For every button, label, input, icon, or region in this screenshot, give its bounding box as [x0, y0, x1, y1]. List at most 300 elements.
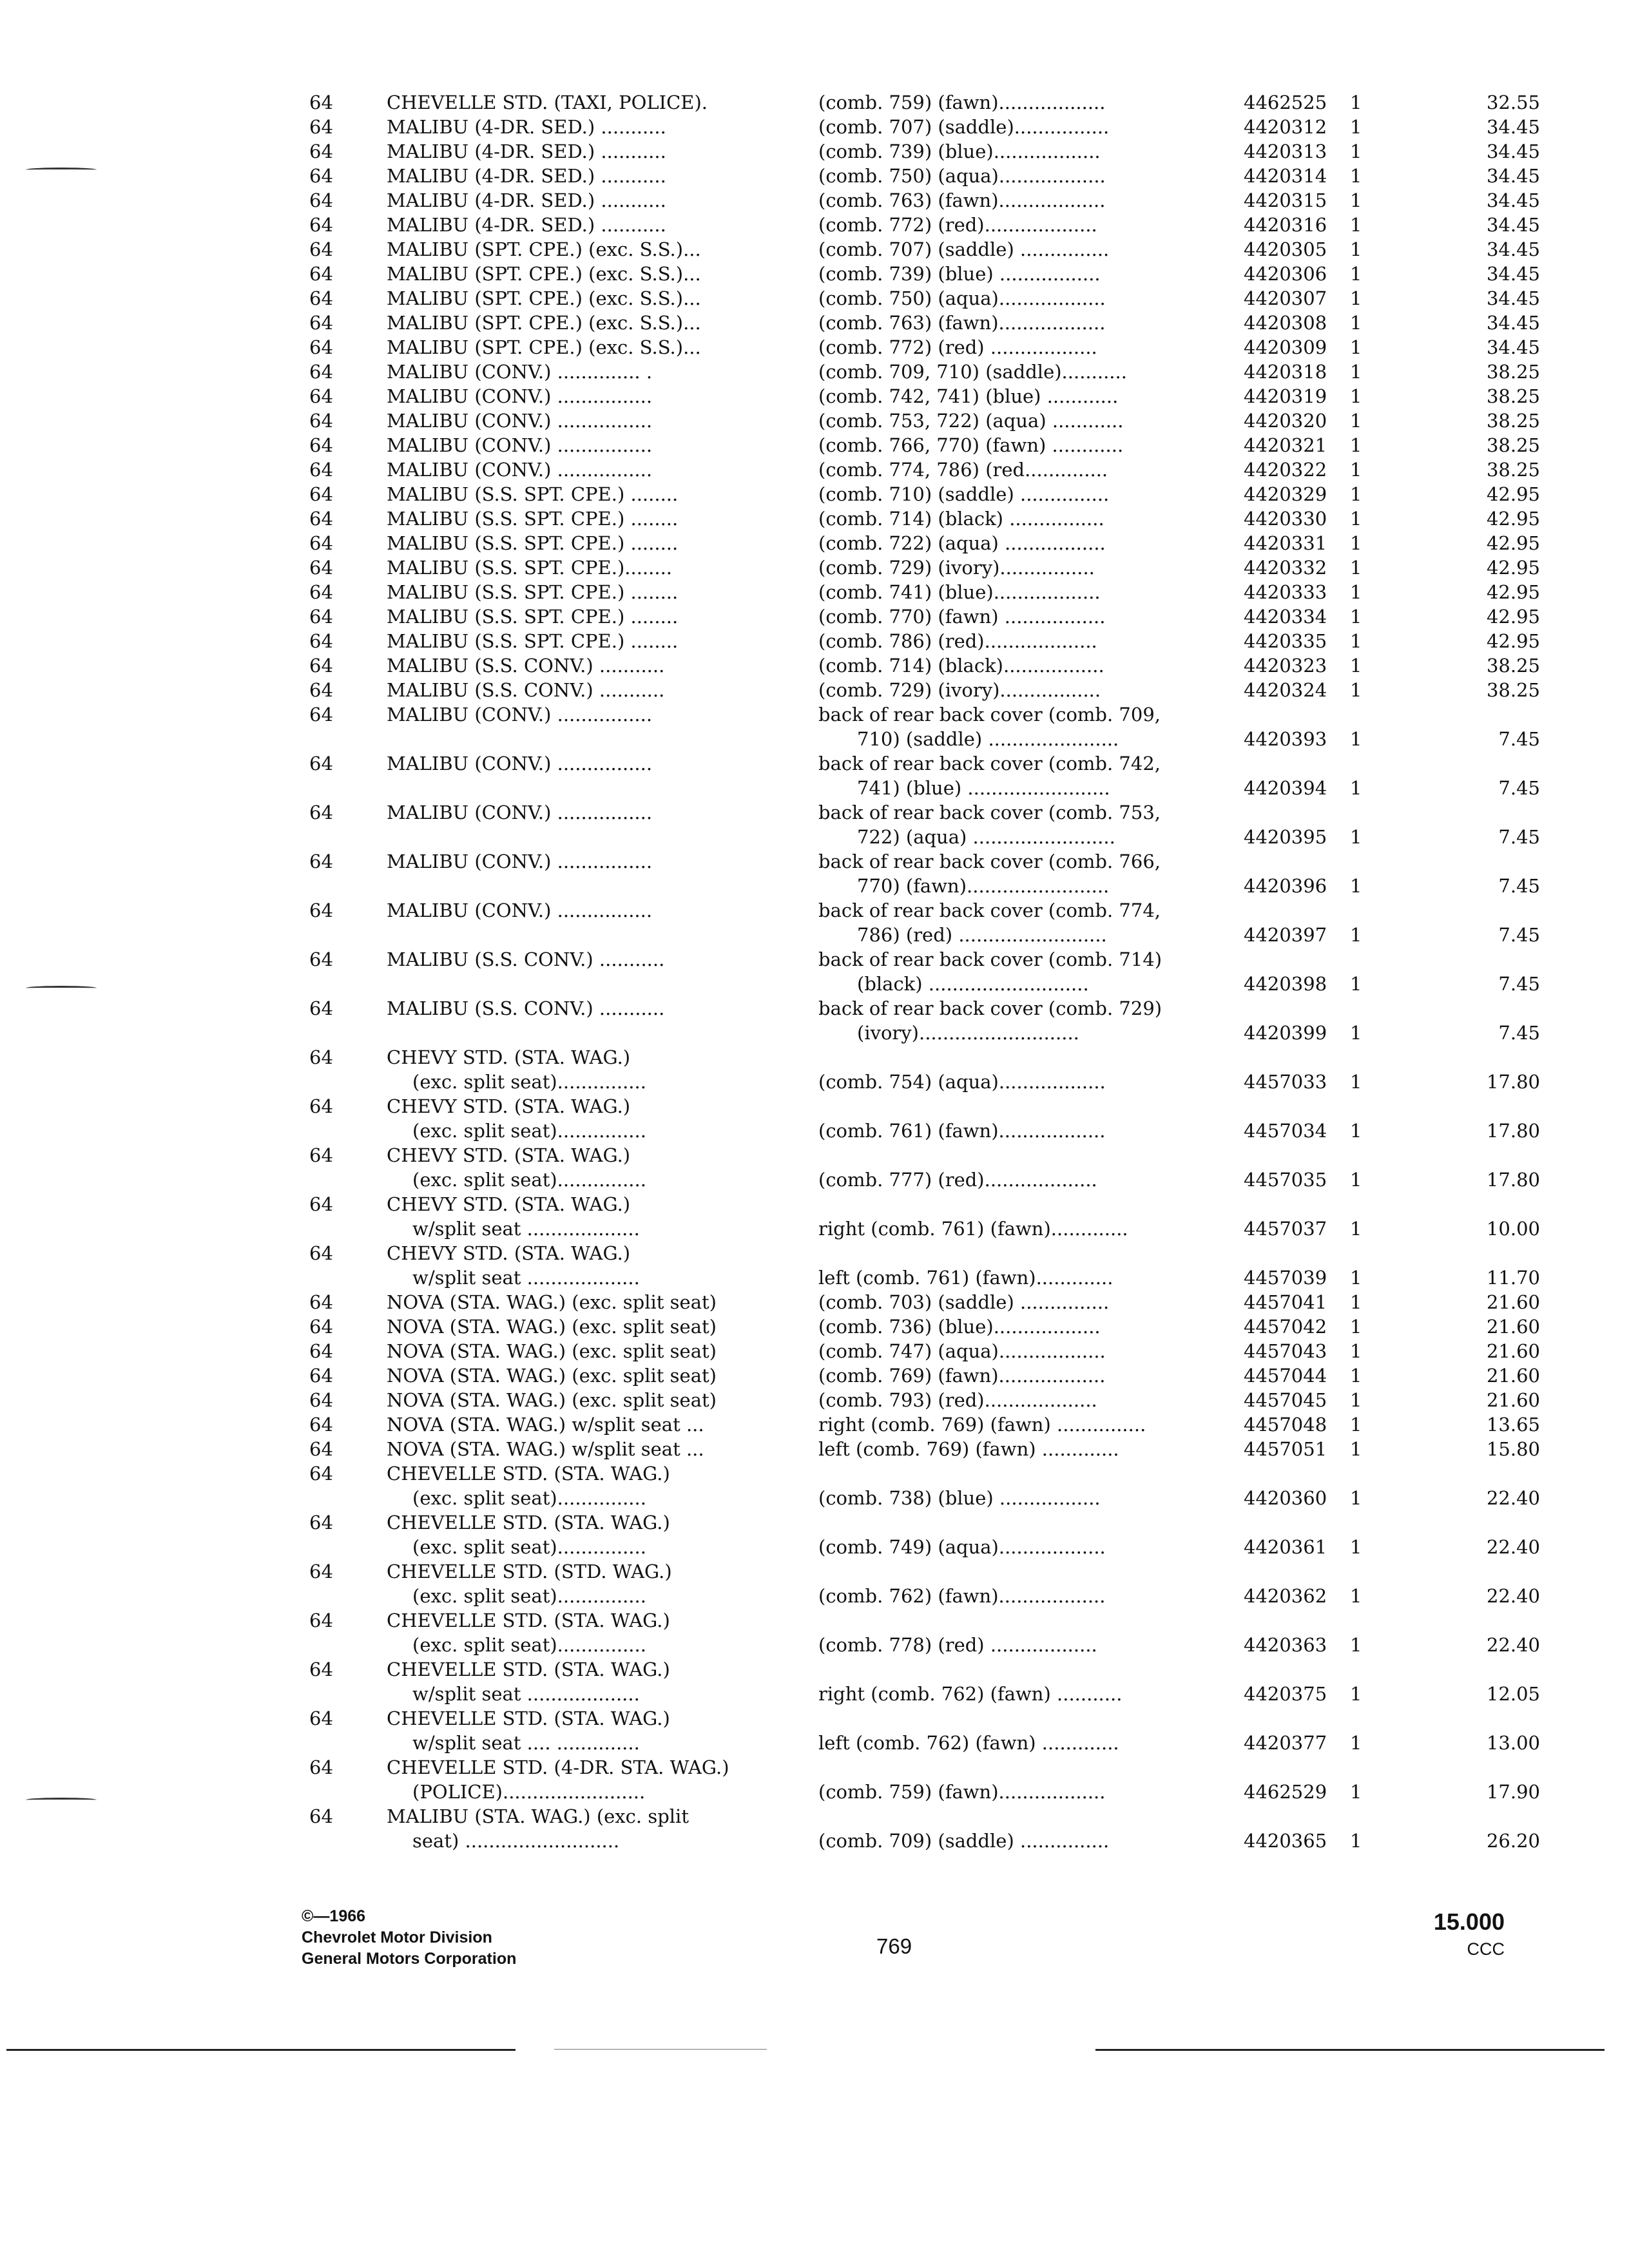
price: 42.95: [1486, 581, 1540, 603]
part-number: 4457048: [1244, 1414, 1327, 1436]
model-year: 64: [309, 1512, 333, 1533]
model-qualifier: seat) ..........................: [412, 1830, 620, 1852]
description: (comb. 710) (saddle) ...............: [818, 483, 1110, 505]
model-name: MALIBU (CONV.) ................: [387, 802, 653, 823]
quantity: 1: [1350, 459, 1362, 481]
model-name: CHEVELLE STD. (STA. WAG.): [387, 1512, 670, 1533]
model-name: MALIBU (SPT. CPE.) (exc. S.S.)...: [387, 336, 701, 358]
model-year: 64: [309, 336, 333, 358]
model-year: 64: [309, 557, 333, 579]
part-number: 4420318: [1244, 361, 1327, 383]
model-cell: [387, 286, 735, 311]
table-row: [303, 580, 1540, 604]
description: (comb. 761) (fawn)..................: [818, 1120, 1106, 1142]
quantity: 1: [1350, 1022, 1362, 1044]
table-row: [303, 213, 1540, 237]
quantity: 1: [1350, 189, 1362, 211]
price: 21.60: [1486, 1291, 1540, 1313]
price: 34.45: [1486, 116, 1540, 138]
quantity: 1: [1350, 1585, 1362, 1607]
description-continued: 786) (red) .........................: [857, 924, 1107, 946]
description: (comb. 707) (saddle)................: [818, 116, 1110, 138]
description-cell: [818, 335, 1199, 360]
model-qualifier: (exc. split seat)...............: [412, 1536, 646, 1558]
description-cell: [818, 1437, 1199, 1461]
model-name: MALIBU (SPT. CPE.) (exc. S.S.)...: [387, 263, 701, 285]
table-row: [303, 1706, 1540, 1755]
quantity: 1: [1350, 312, 1362, 334]
description: (comb. 729) (ivory).................: [818, 679, 1101, 701]
quantity: 1: [1350, 1169, 1362, 1191]
part-number: 4420334: [1244, 606, 1327, 628]
description-cell: [818, 115, 1199, 139]
quantity: 1: [1350, 1340, 1362, 1362]
model-cell: [387, 629, 735, 653]
part-number: 4457033: [1244, 1071, 1327, 1093]
model-cell: [387, 1290, 735, 1314]
part-number: 4420307: [1244, 287, 1327, 309]
model-name: MALIBU (4-DR. SED.) ...........: [387, 116, 666, 138]
parts-list: [303, 90, 1540, 1853]
description-cell: [818, 262, 1199, 286]
quantity: 1: [1350, 973, 1362, 995]
price: 7.45: [1498, 777, 1540, 799]
price: 32.55: [1486, 91, 1540, 113]
part-number: 4420363: [1244, 1634, 1327, 1656]
model-qualifier: w/split seat ...................: [412, 1267, 640, 1289]
table-row: [303, 1755, 1540, 1804]
description: (comb. 772) (red) ..................: [818, 336, 1097, 358]
quantity: 1: [1350, 728, 1362, 750]
part-number: 4420332: [1244, 557, 1327, 579]
part-number: 4420315: [1244, 189, 1327, 211]
quantity: 1: [1350, 336, 1362, 358]
model-cell: [387, 1804, 735, 1853]
quantity: 1: [1350, 1414, 1362, 1436]
part-number: 4420313: [1244, 140, 1327, 162]
description: (comb. 793) (red)...................: [818, 1389, 1097, 1411]
price: 21.60: [1486, 1389, 1540, 1411]
model-name: MALIBU (CONV.) ................: [387, 459, 653, 481]
description: (comb. 750) (aqua)..................: [818, 165, 1106, 187]
model-name: MALIBU (CONV.) .............. .: [387, 361, 653, 383]
price: 34.45: [1486, 140, 1540, 162]
description: (comb. 722) (aqua) .................: [818, 532, 1106, 554]
description: (comb. 759) (fawn)..................: [818, 1781, 1106, 1803]
description: (comb. 753, 722) (aqua) ............: [818, 410, 1124, 432]
model-qualifier: (exc. split seat)...............: [412, 1071, 646, 1093]
part-number: 4420305: [1244, 238, 1327, 260]
part-number: 4457043: [1244, 1340, 1327, 1362]
description-cell: [818, 213, 1199, 237]
price: 17.90: [1486, 1781, 1540, 1803]
quantity: 1: [1350, 238, 1362, 260]
part-number: 4462525: [1244, 91, 1327, 113]
model-year: 64: [309, 1291, 333, 1313]
model-name: MALIBU (CONV.) ................: [387, 850, 653, 872]
description-continued: (black) ...........................: [857, 973, 1089, 995]
quantity: 1: [1350, 875, 1362, 897]
model-name: MALIBU (SPT. CPE.) (exc. S.S.)...: [387, 238, 701, 260]
model-year: 64: [309, 899, 333, 921]
model-cell: [387, 1192, 735, 1241]
part-number: 4420377: [1244, 1732, 1327, 1754]
description-cell: [818, 1094, 1199, 1143]
model-cell: [387, 311, 735, 335]
description: (comb. 778) (red) ..................: [818, 1634, 1097, 1656]
price: 38.25: [1486, 679, 1540, 701]
price: 7.45: [1498, 973, 1540, 995]
part-number: 4420316: [1244, 214, 1327, 236]
part-number: 4420335: [1244, 630, 1327, 652]
model-cell: [387, 457, 735, 482]
description-cell: [818, 457, 1199, 482]
description-cell: [818, 604, 1199, 629]
quantity: 1: [1350, 826, 1362, 848]
model-year: 64: [309, 238, 333, 260]
model-cell: [387, 996, 735, 1021]
table-row: [303, 408, 1540, 433]
description-cell: [818, 360, 1199, 384]
model-name: NOVA (STA. WAG.) (exc. split seat): [387, 1316, 717, 1338]
description: (comb. 739) (blue)..................: [818, 140, 1101, 162]
quantity: 1: [1350, 165, 1362, 187]
description-cell: [818, 1290, 1199, 1314]
model-name: MALIBU (4-DR. SED.) ...........: [387, 140, 666, 162]
model-cell: [387, 1045, 735, 1094]
description: (comb. 762) (fawn)..................: [818, 1585, 1106, 1607]
quantity: 1: [1350, 1218, 1362, 1240]
part-number: 4420399: [1244, 1022, 1327, 1044]
model-year: 64: [309, 189, 333, 211]
model-name: MALIBU (S.S. SPT. CPE.) ........: [387, 630, 679, 652]
quantity: 1: [1350, 924, 1362, 946]
model-name: MALIBU (STA. WAG.) (exc. split: [387, 1805, 689, 1827]
table-row: [303, 849, 1540, 898]
part-number: 4420375: [1244, 1683, 1327, 1705]
table-row: [303, 629, 1540, 653]
model-year: 64: [309, 1463, 333, 1485]
description-cell: [818, 555, 1199, 580]
quantity: 1: [1350, 1120, 1362, 1142]
model-cell: [387, 1510, 735, 1559]
price: 42.95: [1486, 557, 1540, 579]
description-cell: [818, 1804, 1199, 1853]
model-cell: [387, 213, 735, 237]
description-cell: [818, 408, 1199, 433]
description: (comb. 772) (red)...................: [818, 214, 1097, 236]
model-name: MALIBU (S.S. SPT. CPE.) ........: [387, 532, 679, 554]
model-name: MALIBU (CONV.) ................: [387, 434, 653, 456]
description: left (comb. 761) (fawn).............: [818, 1267, 1113, 1289]
quantity: 1: [1350, 655, 1362, 677]
description: (comb. 707) (saddle) ...............: [818, 238, 1110, 260]
description-continued: 741) (blue) ........................: [857, 777, 1110, 799]
price: 34.45: [1486, 336, 1540, 358]
price: 11.70: [1486, 1267, 1540, 1289]
model-name: MALIBU (S.S. SPT. CPE.)........: [387, 557, 673, 579]
part-number: 4420333: [1244, 581, 1327, 603]
description-cell: [818, 1143, 1199, 1192]
binding-mark: [26, 1798, 97, 1802]
model-year: 64: [309, 1658, 333, 1680]
price: 17.80: [1486, 1169, 1540, 1191]
description-cell: [818, 1412, 1199, 1437]
price: 17.80: [1486, 1071, 1540, 1093]
price: 34.45: [1486, 263, 1540, 285]
description-cell: [818, 1192, 1199, 1241]
model-year: 64: [309, 606, 333, 628]
table-row: [303, 360, 1540, 384]
model-cell: [387, 947, 735, 972]
price: 21.60: [1486, 1316, 1540, 1338]
model-year: 64: [309, 1242, 333, 1264]
model-year: 64: [309, 1805, 333, 1827]
model-cell: [387, 1094, 735, 1143]
table-row: [303, 1510, 1540, 1559]
model-cell: [387, 1412, 735, 1437]
part-number: 4420361: [1244, 1536, 1327, 1558]
description: (comb. 759) (fawn)..................: [818, 91, 1106, 113]
quantity: 1: [1350, 1438, 1362, 1460]
part-number: 4457034: [1244, 1120, 1327, 1142]
model-cell: [387, 164, 735, 188]
description-cell: [818, 653, 1199, 678]
table-row: [303, 384, 1540, 408]
price: 42.95: [1486, 606, 1540, 628]
section-code: CCC: [1467, 1939, 1505, 1959]
table-row: [303, 1314, 1540, 1339]
part-number: 4457051: [1244, 1438, 1327, 1460]
part-number: 4420321: [1244, 434, 1327, 456]
description-cell: [818, 237, 1199, 262]
model-name: CHEVY STD. (STA. WAG.): [387, 1095, 631, 1117]
table-row: [303, 996, 1540, 1045]
table-row: [303, 1339, 1540, 1363]
table-row: [303, 555, 1540, 580]
description: (comb. 703) (saddle) ...............: [818, 1291, 1110, 1313]
quantity: 1: [1350, 385, 1362, 407]
description: (comb. 714) (black) ................: [818, 508, 1104, 530]
price: 42.95: [1486, 532, 1540, 554]
part-number: 4420314: [1244, 165, 1327, 187]
description-cell: [818, 947, 1199, 996]
model-cell: [387, 1706, 735, 1755]
price: 38.25: [1486, 410, 1540, 432]
description-cell: [818, 1461, 1199, 1510]
quantity: 1: [1350, 606, 1362, 628]
quantity: 1: [1350, 557, 1362, 579]
model-cell: [387, 335, 735, 360]
section-number: 15.000: [1433, 1908, 1505, 1935]
description: right (comb. 761) (fawn).............: [818, 1218, 1128, 1240]
description-cell: [818, 139, 1199, 164]
description: right (comb. 769) (fawn) ...............: [818, 1414, 1146, 1436]
description: left (comb. 762) (fawn) .............: [818, 1732, 1119, 1754]
description: (comb. 766, 770) (fawn) ............: [818, 434, 1124, 456]
model-cell: [387, 702, 735, 727]
model-name: NOVA (STA. WAG.) (exc. split seat): [387, 1389, 717, 1411]
part-number: 4457037: [1244, 1218, 1327, 1240]
model-cell: [387, 384, 735, 408]
description: (comb. 742, 741) (blue) ............: [818, 385, 1119, 407]
model-cell: [387, 1363, 735, 1388]
price: 34.45: [1486, 238, 1540, 260]
table-row: [303, 800, 1540, 849]
model-year: 64: [309, 1561, 333, 1582]
model-cell: [387, 482, 735, 506]
table-row: [303, 678, 1540, 702]
price: 34.45: [1486, 287, 1540, 309]
model-cell: [387, 433, 735, 457]
table-row: [303, 898, 1540, 947]
table-row: [303, 115, 1540, 139]
quantity: 1: [1350, 777, 1362, 799]
model-name: MALIBU (CONV.) ................: [387, 704, 653, 726]
model-qualifier: (exc. split seat)...............: [412, 1120, 646, 1142]
description-cell: [818, 678, 1199, 702]
description-cell: [818, 849, 1199, 898]
description-cell: [818, 286, 1199, 311]
model-year: 64: [309, 1365, 333, 1387]
description-cell: [818, 164, 1199, 188]
price: 38.25: [1486, 385, 1540, 407]
model-qualifier: (exc. split seat)...............: [412, 1169, 646, 1191]
table-row: [303, 1094, 1540, 1143]
model-cell: [387, 1657, 735, 1706]
price: 15.80: [1486, 1438, 1540, 1460]
model-name: MALIBU (S.S. SPT. CPE.) ........: [387, 581, 679, 603]
quantity: 1: [1350, 483, 1362, 505]
description: left (comb. 769) (fawn) .............: [818, 1438, 1119, 1460]
description-cell: [818, 482, 1199, 506]
model-qualifier: (POLICE)........................: [412, 1781, 646, 1803]
model-cell: [387, 237, 735, 262]
price: 34.45: [1486, 165, 1540, 187]
model-year: 64: [309, 263, 333, 285]
model-year: 64: [309, 704, 333, 726]
quantity: 1: [1350, 410, 1362, 432]
description: (comb. 750) (aqua)..................: [818, 287, 1106, 309]
part-number: 4420397: [1244, 924, 1327, 946]
description-continued: 710) (saddle) ......................: [857, 728, 1119, 750]
model-qualifier: w/split seat ...................: [412, 1218, 640, 1240]
table-row: [303, 1241, 1540, 1290]
model-name: CHEVY STD. (STA. WAG.): [387, 1046, 631, 1068]
description: (comb. 774, 786) (red..............: [818, 459, 1108, 481]
model-name: CHEVELLE STD. (TAXI, POLICE).: [387, 91, 708, 113]
description: (comb. 754) (aqua)..................: [818, 1071, 1106, 1093]
model-name: MALIBU (SPT. CPE.) (exc. S.S.)...: [387, 312, 701, 334]
quantity: 1: [1350, 1830, 1362, 1852]
model-cell: [387, 1559, 735, 1608]
price: 42.95: [1486, 630, 1540, 652]
description-cell: [818, 751, 1199, 800]
description: back of rear back cover (comb. 709,: [818, 704, 1161, 726]
table-row: [303, 139, 1540, 164]
description-cell: [818, 506, 1199, 531]
model-qualifier: (exc. split seat)...............: [412, 1585, 646, 1607]
model-year: 64: [309, 753, 333, 774]
part-number: 4457041: [1244, 1291, 1327, 1313]
table-row: [303, 1143, 1540, 1192]
model-year: 64: [309, 1095, 333, 1117]
model-cell: [387, 751, 735, 776]
model-name: MALIBU (4-DR. SED.) ...........: [387, 189, 666, 211]
description: back of rear back cover (comb. 714): [818, 948, 1162, 970]
description-cell: [818, 433, 1199, 457]
description-cell: [818, 629, 1199, 653]
quantity: 1: [1350, 263, 1362, 285]
model-cell: [387, 580, 735, 604]
price: 7.45: [1498, 875, 1540, 897]
model-cell: [387, 139, 735, 164]
model-year: 64: [309, 655, 333, 677]
description: (comb. 709) (saddle) ...............: [818, 1830, 1110, 1852]
model-year: 64: [309, 459, 333, 481]
model-year: 64: [309, 850, 333, 872]
model-year: 64: [309, 483, 333, 505]
quantity: 1: [1350, 1536, 1362, 1558]
model-year: 64: [309, 434, 333, 456]
model-year: 64: [309, 1438, 333, 1460]
quantity: 1: [1350, 679, 1362, 701]
price: 7.45: [1498, 728, 1540, 750]
table-row: [303, 1804, 1540, 1853]
description-cell: [818, 384, 1199, 408]
bottom-rule: [554, 2049, 767, 2050]
description: (comb. 763) (fawn)..................: [818, 312, 1106, 334]
model-cell: [387, 1388, 735, 1412]
table-row: [303, 751, 1540, 800]
description: right (comb. 762) (fawn) ...........: [818, 1683, 1123, 1705]
price: 7.45: [1498, 924, 1540, 946]
description: back of rear back cover (comb. 774,: [818, 899, 1161, 921]
model-year: 64: [309, 581, 333, 603]
model-name: MALIBU (4-DR. SED.) ...........: [387, 214, 666, 236]
model-year: 64: [309, 385, 333, 407]
description-cell: [818, 1314, 1199, 1339]
description-continued: (ivory)...........................: [857, 1022, 1079, 1044]
model-name: MALIBU (S.S. CONV.) ...........: [387, 679, 665, 701]
model-year: 64: [309, 165, 333, 187]
price: 7.45: [1498, 826, 1540, 848]
price: 17.80: [1486, 1120, 1540, 1142]
price: 34.45: [1486, 214, 1540, 236]
part-number: 4420319: [1244, 385, 1327, 407]
table-row: [303, 286, 1540, 311]
model-name: NOVA (STA. WAG.) (exc. split seat): [387, 1340, 717, 1362]
division-name: Chevrolet Motor Division: [302, 1928, 492, 1946]
model-cell: [387, 262, 735, 286]
table-row: [303, 604, 1540, 629]
description-cell: [818, 1657, 1199, 1706]
model-year: 64: [309, 948, 333, 970]
quantity: 1: [1350, 581, 1362, 603]
description: (comb. 741) (blue)..................: [818, 581, 1101, 603]
description: (comb. 736) (blue)..................: [818, 1316, 1101, 1338]
model-cell: [387, 90, 735, 115]
description: (comb. 747) (aqua)..................: [818, 1340, 1106, 1362]
description: (comb. 777) (red)...................: [818, 1169, 1097, 1191]
part-number: 4420306: [1244, 263, 1327, 285]
corporation-name: General Motors Corporation: [302, 1950, 517, 1968]
description-continued: 770) (fawn)........................: [857, 875, 1110, 897]
model-year: 64: [309, 802, 333, 823]
description: (comb. 738) (blue) .................: [818, 1487, 1101, 1509]
model-cell: [387, 1339, 735, 1363]
bottom-rule: [1095, 2049, 1605, 2051]
